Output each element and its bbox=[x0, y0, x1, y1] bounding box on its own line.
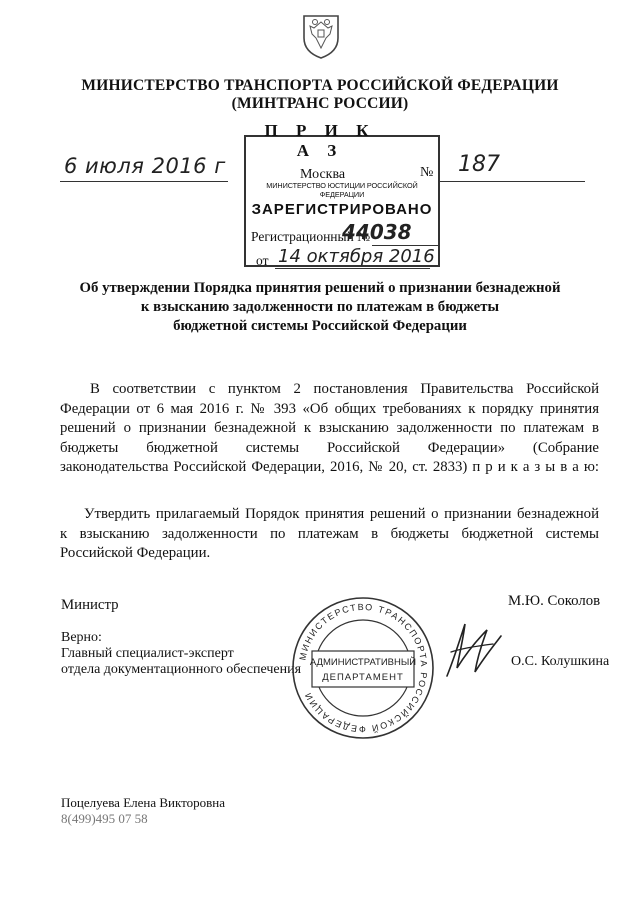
ministry-short-name: (МИНТРАНС РОССИИ) bbox=[231, 95, 409, 112]
stamp-center-line2: ДЕПАРТАМЕНТ bbox=[322, 672, 404, 683]
paragraph-line: законодательства Российской Федерации, 2016, № 20, ст. 2833) п р и к а з ы в а ю: bbox=[60, 459, 599, 475]
specialist-name: О.С. Колушкина bbox=[511, 654, 610, 669]
city-label: Москва bbox=[300, 167, 346, 182]
coat-of-arms-icon bbox=[300, 8, 342, 60]
stamp-center-line1: АДМИНИСТРАТИВНЫЙ bbox=[309, 657, 417, 668]
date-underline bbox=[60, 181, 228, 182]
title-line: к взысканию задолженности по платежам в бюджеты bbox=[140, 299, 500, 315]
stamp-reg-date: 14 октября 2016 bbox=[278, 246, 435, 267]
paragraph-line: Утвердить прилагаемый Порядок принятия решений о признании безнадежной bbox=[84, 506, 599, 522]
stamp-ring-text: МИНИСТЕРСТВО ТРАНСПОРТА РОССИЙСКОЙ ФЕДЕРАЦИИ bbox=[297, 601, 430, 735]
executor-name: Поцелуева Елена Викторовна bbox=[61, 795, 226, 810]
paragraph-line: В соответствии с пунктом 2 постановления Правительства Российской bbox=[90, 381, 599, 397]
title-line: бюджетной системы Российской Федерации bbox=[173, 318, 467, 334]
signature-mark bbox=[437, 616, 507, 686]
paragraph-line: Российской Федерации. bbox=[60, 545, 211, 561]
order-heading: П Р И К А З bbox=[264, 121, 376, 160]
order-paragraph bbox=[60, 505, 599, 564]
preamble-paragraph bbox=[60, 380, 599, 478]
title-line: Об утверждении Порядка принятия решений о признании безнадежной bbox=[79, 280, 561, 296]
stamp-from-label: от bbox=[256, 253, 269, 268]
number-sign: № bbox=[420, 165, 434, 180]
order-title bbox=[0, 279, 640, 336]
paragraph-line: Федерации от 6 мая 2016 г. № 393 «Об общих требованиях к порядку принятия bbox=[60, 400, 599, 417]
specialist-position: Главный специалист-эксперт bbox=[61, 646, 234, 661]
paragraph-line: к взысканию задолженности по платежам в бюджеты бюджетной системы bbox=[60, 525, 599, 542]
stamp-reg-number: 44038 bbox=[342, 220, 412, 244]
department-round-stamp bbox=[288, 593, 438, 743]
minister-label: Министр bbox=[61, 597, 119, 613]
stamp-ministry-justice: МИНИСТЕРСТВО ЮСТИЦИИ РОССИЙСКОЙ ФЕДЕРАЦИИ bbox=[266, 181, 418, 199]
verno-label: Верно: bbox=[61, 630, 102, 645]
stamp-registered: ЗАРЕГИСТРИРОВАНО bbox=[251, 201, 433, 218]
order-date: 6 июля 2016 г bbox=[64, 154, 226, 178]
paragraph-line: решений о признании безнадежной к взысканию задолженности по платежам в bbox=[60, 420, 599, 436]
executor-info bbox=[61, 795, 225, 827]
number-underline bbox=[440, 181, 585, 182]
specialist-department: отдела документационного обеспечения bbox=[61, 662, 302, 677]
stamp-reg-label: Регистрационный № bbox=[251, 229, 371, 244]
minister-name: М.Ю. Соколов bbox=[508, 593, 601, 609]
certification-block bbox=[61, 630, 301, 678]
ministry-name: МИНИСТЕРСТВО ТРАНСПОРТА РОССИЙСКОЙ ФЕДЕРАЦИИ bbox=[81, 77, 559, 94]
order-number: 187 bbox=[458, 152, 500, 177]
reg-date-underline bbox=[275, 268, 430, 269]
paragraph-line: бюджеты бюджетной системы Российской Федерации» (Собрание bbox=[60, 439, 599, 456]
executor-phone: 8(499)495 07 58 bbox=[61, 811, 148, 826]
